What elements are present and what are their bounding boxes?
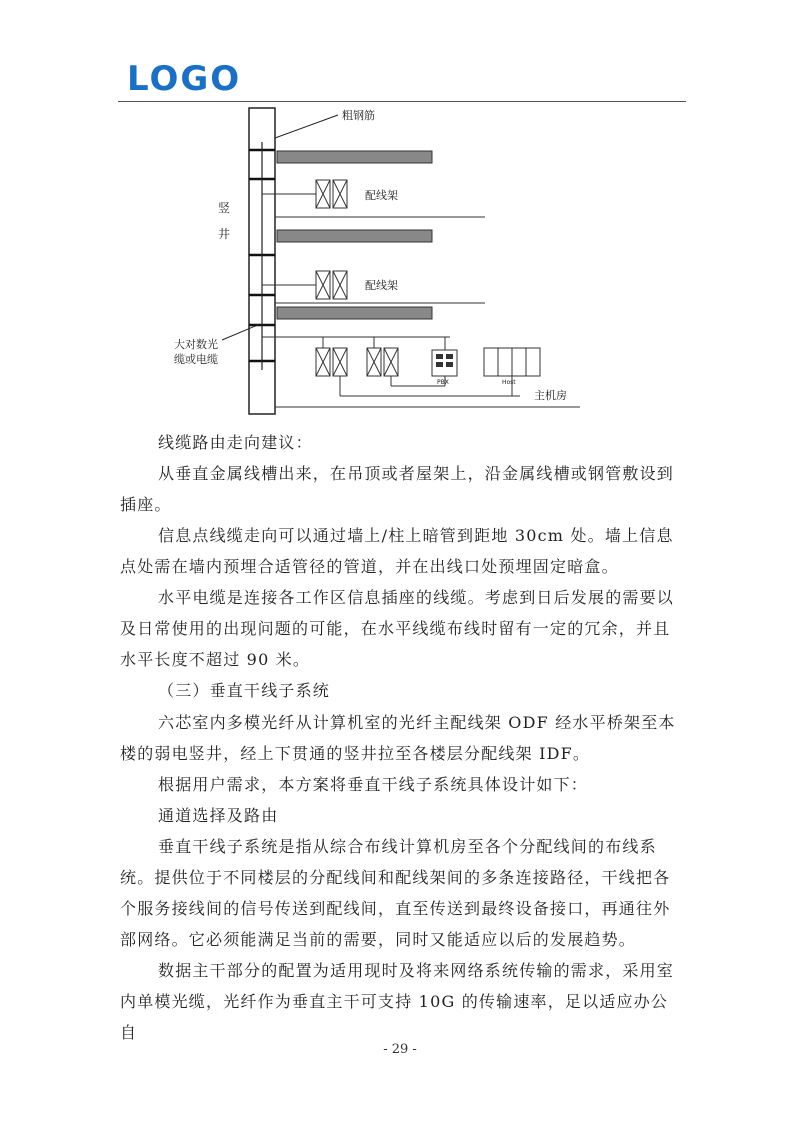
paragraph: 垂直干线子系统是指从综合布线计算机房至各个分配线间的布线系统。提供位于不同楼层的分配线间和配线架间的多条连接路径，干线把各个服务接线间的信号传送到配线间，直至传送到最终设备接口，再通往外部网络。它必须能满足当前的需要，同时又能适应以后的发展趋势。 <box>120 837 671 949</box>
host-unit <box>484 348 540 376</box>
paragraph: 根据用户需求，本方案将垂直干线子系统具体设计如下： <box>158 775 589 794</box>
label-machine-room: 主机房 <box>534 389 567 402</box>
floor-slab <box>277 151 432 163</box>
paragraph: 信息点线缆走向可以通过墙上/柱上暗管到距地 30cm 处。墙上信息点处需在墙内预埋合适管径的管道，并在出线口处预埋固定暗盒。 <box>120 526 674 576</box>
label-pbx: PBX <box>437 379 449 386</box>
label-shaft-2: 井 <box>218 227 231 241</box>
subheading: 通道选择及路由 <box>158 806 279 825</box>
paragraph: 水平电缆是连接各工作区信息插座的线缆。考虑到日后发展的需要以及日常使用的出现问题的可能，在水平线缆布线时留有一定的冗余，并且水平长度不超过 90 米。 <box>120 588 675 669</box>
pbx-unit <box>432 350 457 376</box>
cabling-diagram <box>150 100 600 420</box>
label-host: Host <box>502 379 516 386</box>
page-number: - 29 - <box>383 1042 417 1057</box>
logo: LOGO <box>127 59 242 99</box>
paragraph-cable-routing: 线缆路由走向建议： <box>158 433 313 452</box>
label-steel-bar: 粗钢筋 <box>342 109 375 122</box>
label-shaft-1: 竖 <box>218 201 231 215</box>
paragraph: 六芯室内多模光纤从计算机室的光纤主配线架 ODF 经水平桥架至本楼的弱电竖井，经上下贯通的竖井拉至各楼层分配线架 IDF。 <box>120 713 676 763</box>
label-cable-1: 大对数光 <box>174 338 218 351</box>
label-rack-1: 配线架 <box>365 189 398 202</box>
main-rack-a <box>316 348 347 376</box>
floor-slab <box>277 230 432 242</box>
label-cable-2: 缆或电缆 <box>174 353 218 366</box>
paragraph: 从垂直金属线槽出来，在吊顶或者屋架上，沿金属线槽或钢管敷设到插座。 <box>120 464 675 514</box>
main-rack-b <box>367 348 398 376</box>
floor-slab <box>277 307 432 319</box>
section-heading: （三）垂直干线子系统 <box>158 681 331 700</box>
label-rack-2: 配线架 <box>365 279 398 292</box>
paragraph: 数据主干部分的配置为适用现时及将来网络系统传输的需求，采用室内单模光缆，光纤作为垂直主干可支持 10G 的传输速率，足以适应办公自 <box>120 961 675 1042</box>
